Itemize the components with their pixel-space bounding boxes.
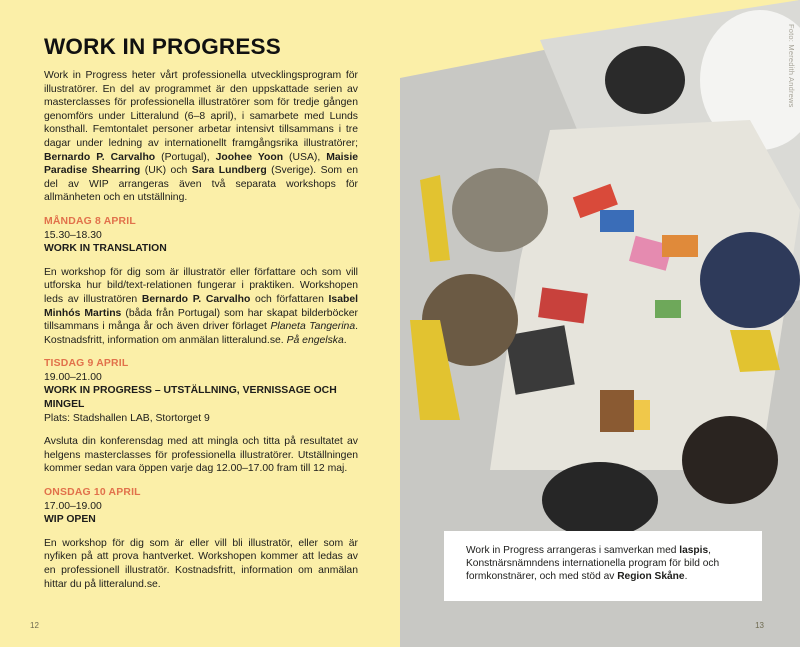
- bold-text: Isabel Minhós Martins: [44, 293, 359, 319]
- text-run: .: [343, 334, 347, 346]
- session-date: MÅNDAG 8 APRIL: [44, 215, 136, 227]
- session-wednesday: [44, 486, 358, 591]
- session-description: [44, 435, 358, 476]
- paper-dark: [505, 325, 575, 395]
- paper-orange: [662, 235, 698, 257]
- person-left: [452, 168, 548, 252]
- person-right: [700, 232, 800, 328]
- session-title: WORK IN TRANSLATION: [44, 243, 167, 255]
- paper-blue: [600, 210, 634, 232]
- session-description: [44, 266, 358, 348]
- person-top: [605, 46, 685, 114]
- text-run: , Konstnärsnämndens internationella program för bild och formkonstnärer, och med stöd av: [466, 545, 720, 583]
- bold-text: Maisie Paradise Shearring: [44, 151, 358, 177]
- text-run: Work in Progress heter vårt professionella utvecklingsprogram för illustratörer. En del av programmet är den uppskattade serien av masterclasses för professionella illustratörer som för tredje gången genomförs under Litteralund (6–8 april), i samarbete med Lunds konsthall. Femtontalet personer arbetar intensivt tillsammans i tre dagar under ledning av internationellt framgångsrika illustratörer;: [44, 70, 358, 149]
- page-title: WORK IN PROGRESS: [44, 34, 281, 59]
- text-run: Avsluta din konferensdag med att mingla och titta på resultatet av helgens masterclasses för professionella illustratörer. Utställningen kommer sedan vara öppen varje dag 12.00–17.00 fram till 12 maj.: [44, 436, 358, 475]
- bold-text: Joohee Yoon: [215, 151, 284, 163]
- paper-green: [655, 300, 681, 318]
- text-run: (båda från Portugal) som har skapat bilderböcker tillsammans i många år och även driver förlaget: [44, 307, 358, 333]
- session-date: TISDAG 9 APRIL: [44, 358, 129, 370]
- session-description: [44, 537, 358, 591]
- photo-credit: Foto: Meredith Andrews: [787, 24, 796, 108]
- caption-text: [466, 544, 752, 584]
- text-run: och författaren: [250, 293, 329, 305]
- paper-red-2: [538, 287, 588, 323]
- text-run: En workshop för dig som är eller vill bli illustratör, eller som är nyfiken på att prova hantverket. Workshopen kommer att ledas av en professionell illustratör. Kostnadsfritt, information om anmälan hittar du på litteralund.se.: [44, 537, 358, 590]
- session-title: WORK IN PROGRESS – UTSTÄLLNING, VERNISSAGE OCH MINGEL: [44, 385, 337, 411]
- session-time: 17.00–19.00: [44, 500, 102, 512]
- bold-text: Sara Lundberg: [191, 165, 267, 177]
- text-run: . Kostnadsfritt, information om anmälan litteralund.se.: [44, 321, 358, 346]
- intro-paragraph: [44, 69, 358, 205]
- article: [44, 34, 358, 591]
- text-run: (UK) och: [140, 165, 192, 177]
- text-run: (Portugal),: [155, 151, 216, 163]
- text-run: Work in Progress arrangeras i samverkan med: [466, 545, 680, 556]
- session-tuesday: [44, 357, 358, 476]
- bold-text: laspis: [679, 545, 709, 556]
- session-place: Plats: Stadshallen LAB, Stortorget 9: [44, 412, 210, 424]
- text-run: (Sverige). Som en del av WIP arrangeras även två separata workshops för allmänheten och en utställning.: [44, 165, 359, 204]
- person-bottom-left: [542, 462, 658, 538]
- person-bottom-right: [682, 416, 778, 504]
- text-run: En workshop för dig som är illustratör eller författare och som vill utforska hur bild/text-relationen fungerar i praktiken. Workshopen leds av illustratören: [44, 266, 358, 305]
- page-number-right: 13: [755, 621, 764, 630]
- session-time: 15.30–18.30: [44, 229, 102, 241]
- paper-brown: [600, 390, 634, 432]
- caption-box: [444, 531, 762, 601]
- bold-text: Bernardo P. Carvalho: [44, 151, 156, 163]
- session-date: ONSDAG 10 APRIL: [44, 487, 141, 499]
- bold-text: Region Skåne: [617, 571, 685, 583]
- session-monday: [44, 215, 358, 347]
- page-number-left: 12: [30, 621, 39, 630]
- italic-text: Planeta Tangerina: [270, 321, 356, 333]
- italic-text: På engelska: [286, 334, 344, 346]
- text-run: (USA),: [283, 151, 327, 163]
- session-title: WIP OPEN: [44, 514, 96, 526]
- session-time: 19.00–21.00: [44, 371, 102, 383]
- text-run: .: [684, 571, 688, 583]
- bold-text: Bernardo P. Carvalho: [141, 293, 251, 305]
